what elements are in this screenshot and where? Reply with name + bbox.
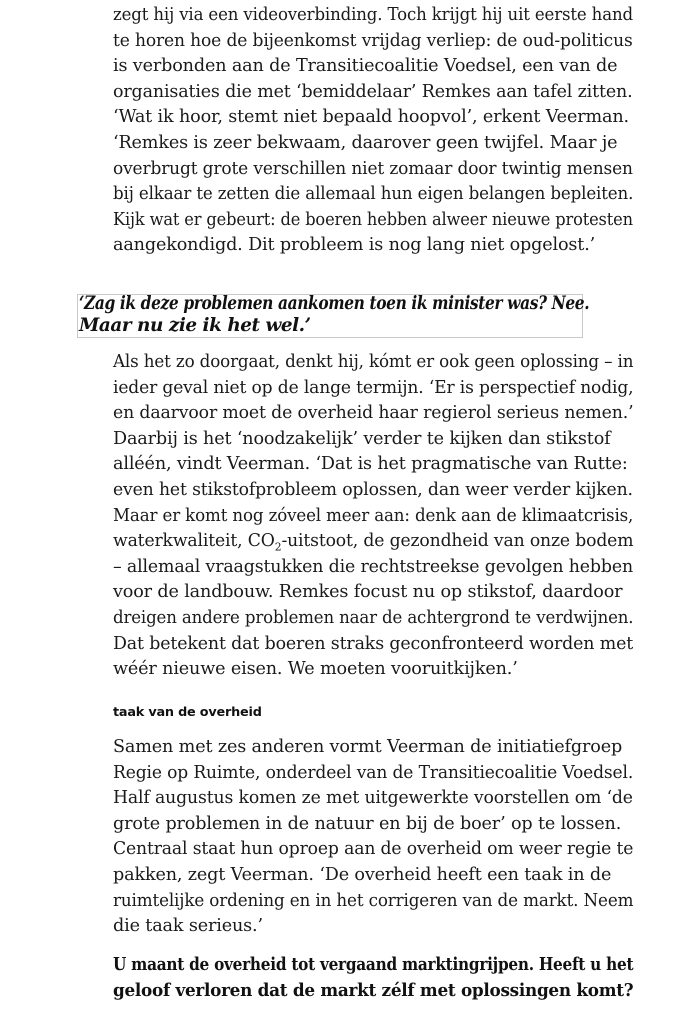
text-line: wéér nieuwe eisen. We moeten vooruitkijken.’ (113, 659, 518, 680)
text-line: Regie op Ruimte, onderdeel van de Transitiecoalitie Voedsel. (113, 762, 634, 783)
paragraph-1 (113, 3, 633, 259)
text-line: overbrugt grote verschillen niet zomaar door twintig mensen (113, 158, 633, 179)
text-line: ‘Remkes is zeer bekwaam, daarover geen twijfel. Maar je (113, 132, 618, 153)
section-subheading: taak van de overheid (113, 705, 262, 720)
text-line: aangekondigd. Dit probleem is nog lang niet opgelost.’ (113, 235, 596, 256)
interview-question (113, 952, 633, 1004)
text-line: Dat betekent dat boeren straks geconfronteerd worden met (113, 633, 634, 654)
text-line: Half augustus komen ze met uitgewerkte voorstellen om ‘de (113, 788, 633, 809)
pull-quote-line: Maar nu zie ik het wel.’ (79, 314, 311, 336)
text-line: bij elkaar te zetten die allemaal hun eigen belangen bepleiten. (113, 184, 634, 205)
pull-quote-line: ‘Zag ik deze problemen aankomen toen ik minister was? Nee. (79, 293, 590, 314)
question-line: geloof verloren dat de markt zélf met oplossingen komt? (113, 979, 634, 1001)
text-line: grote problemen in de natuur en bij de boer’ op te lossen. (113, 813, 622, 834)
text-line: – allemaal vraagstukken die rechtstreekse gevolgen hebben (113, 556, 633, 577)
text-line: te horen hoe de bijeenkomst vrijdag verliep: de oud-politicus (113, 30, 633, 51)
co2-subscript: 2 (274, 540, 282, 554)
paragraph-3 (113, 735, 633, 940)
paragraph-2 (113, 350, 633, 683)
text-line: Kijk wat er gebeurt: de boeren hebben alweer nieuwe protesten (113, 209, 633, 230)
question-line: U maant de overheid tot vergaand marktingrijpen. Heeft u het (113, 954, 634, 975)
text-line: voor de landbouw. Remkes focust nu op stikstof, daardoor (113, 582, 623, 603)
co2-text-after: -uitstoot, de gezondheid van onze bodem (281, 531, 634, 552)
text-line: Samen met zes anderen vormt Veerman de initiatiefgroep (113, 737, 623, 757)
text-line: ieder geval niet op de lange termijn. ‘Er is perspectief nodig, (113, 377, 634, 398)
text-line: organisaties die met ‘bemiddelaar’ Remkes aan tafel zitten. (113, 81, 633, 102)
text-line: zegt hij via een videoverbinding. Toch krijgt hij uit eerste hand (113, 5, 633, 25)
text-line-co2 (113, 529, 634, 555)
text-line: alléén, vindt Veerman. ‘Dat is het pragmatische van Rutte: (113, 454, 628, 475)
text-line: is verbonden aan de Transitiecoalitie Voedsel, een van de (113, 56, 618, 77)
pull-quote (79, 293, 589, 336)
text-line: ruimtelijke ordening en in het corrigeren van de markt. Neem (113, 890, 634, 911)
text-line: pakken, zegt Veerman. ‘De overheid heeft een taak in de (113, 864, 612, 885)
text-line: en daarvoor moet de overheid haar regierol serieus nemen.’ (113, 403, 634, 424)
text-line: ‘Wat ik hoor, stemt niet bepaald hoopvol’, erkent Veerman. (113, 107, 629, 128)
co2-text-before: waterkwaliteit, CO (113, 531, 275, 552)
text-line: Als het zo doorgaat, denkt hij, kómt er ook geen oplossing – in (113, 352, 634, 372)
text-line: die taak serieus.’ (113, 916, 263, 937)
text-line: even het stikstofprobleem oplossen, dan weer verder kijken. (113, 479, 633, 500)
text-line: Daarbij is het ‘noodzakelijk’ verder te kijken dan stikstof (113, 428, 611, 449)
text-line: dreigen andere problemen naar de achtergrond te verdwijnen. (113, 607, 634, 628)
text-line: Centraal staat hun oproep aan de overheid om weer regie te (113, 839, 634, 860)
text-line: Maar er komt nog zóveel meer aan: denk aan de klimaatcrisis, (113, 505, 634, 526)
